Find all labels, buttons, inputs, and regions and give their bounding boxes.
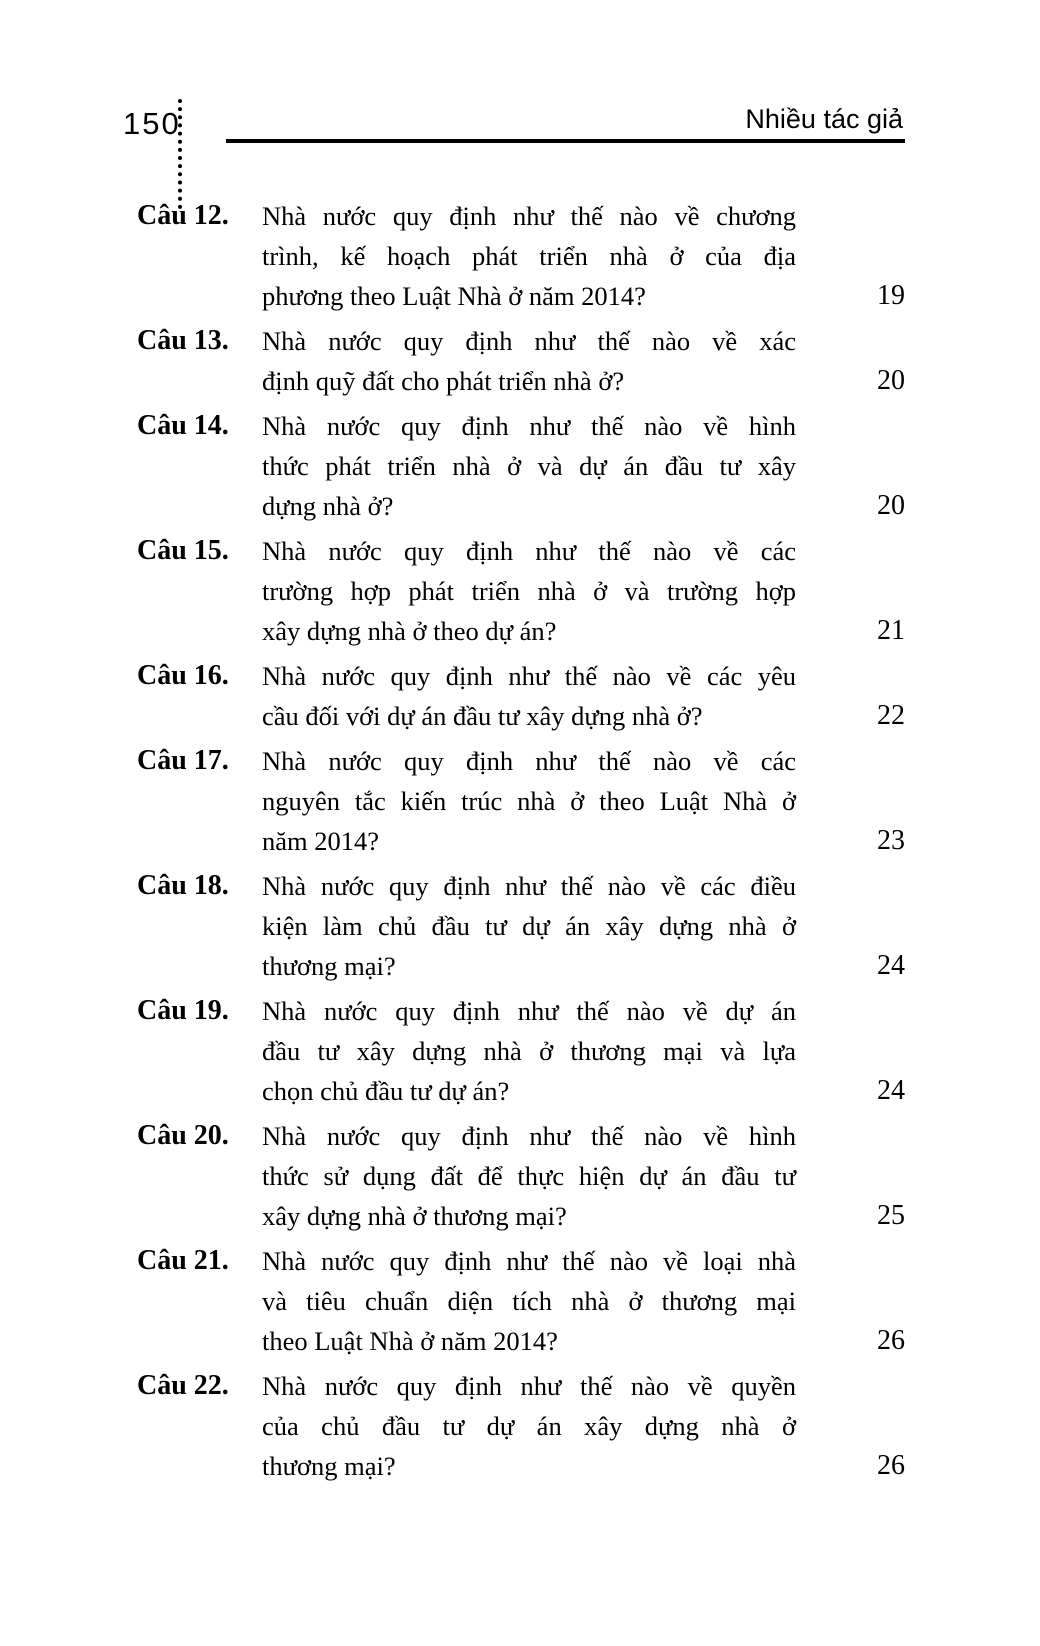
entry-text-line: theo Luật Nhà ở năm 2014? xyxy=(262,1326,558,1356)
entry-label: Câu 18. xyxy=(137,870,229,901)
entry-text xyxy=(262,741,796,861)
entry-page-number: 23 xyxy=(877,825,905,856)
toc-entry xyxy=(137,196,905,316)
toc-entry xyxy=(137,321,905,401)
entry-text xyxy=(262,656,796,736)
entry-page-number: 21 xyxy=(877,615,905,646)
toc-entry xyxy=(137,991,905,1111)
entry-text xyxy=(262,1116,796,1236)
entry-label: Câu 20. xyxy=(137,1120,229,1151)
entry-label: Câu 22. xyxy=(137,1370,229,1401)
toc-entry xyxy=(137,656,905,736)
entry-label: Câu 14. xyxy=(137,410,229,441)
toc-entry xyxy=(137,866,905,986)
entry-text xyxy=(262,1241,796,1361)
entry-label: Câu 19. xyxy=(137,995,229,1026)
toc-entry xyxy=(137,1366,905,1486)
entry-text-line: Nhà nước quy định như thế nào về chương xyxy=(262,201,796,231)
toc-entry xyxy=(137,741,905,861)
entry-text-line: Nhà nước quy định như thế nào về quyền xyxy=(262,1371,796,1401)
folio-page-number: 150 xyxy=(123,106,181,141)
entry-text-line: và tiêu chuẩn diện tích nhà ở thương mại xyxy=(262,1286,796,1316)
entry-text-line: Nhà nước quy định như thế nào về loại nhà xyxy=(262,1246,796,1276)
entry-label: Câu 12. xyxy=(137,200,229,231)
entry-page-number: 24 xyxy=(877,950,905,981)
entry-text-line: định quỹ đất cho phát triển nhà ở? xyxy=(262,366,625,396)
entry-page-number: 19 xyxy=(877,280,905,311)
entry-text xyxy=(262,531,796,651)
entry-text-line: xây dựng nhà ở thương mại? xyxy=(262,1201,567,1231)
entry-text xyxy=(262,321,796,401)
entry-text-line: kiện làm chủ đầu tư dự án xây dựng nhà ở xyxy=(262,911,796,941)
entry-text-line: Nhà nước quy định như thế nào về hình xyxy=(262,411,796,441)
entry-page-number: 24 xyxy=(877,1075,905,1106)
toc-list xyxy=(137,196,905,1491)
entry-text-line: cầu đối với dự án đầu tư xây dựng nhà ở? xyxy=(262,701,703,731)
toc-entry xyxy=(137,406,905,526)
entry-text-line: Nhà nước quy định như thế nào về các xyxy=(262,536,796,566)
entry-label: Câu 16. xyxy=(137,660,229,691)
beads-divider-icon xyxy=(178,99,182,209)
entry-text xyxy=(262,1366,796,1486)
toc-entry xyxy=(137,1241,905,1361)
entry-text-line: Nhà nước quy định như thế nào về các xyxy=(262,746,796,776)
entry-text-line: thức sử dụng đất để thực hiện dự án đầu tư xyxy=(262,1161,796,1191)
entry-page-number: 26 xyxy=(877,1450,905,1481)
entry-text-line: Nhà nước quy định như thế nào về các điều xyxy=(262,871,796,901)
entry-text xyxy=(262,866,796,986)
entry-text xyxy=(262,991,796,1111)
toc-entry xyxy=(137,1116,905,1236)
entry-text-line: dựng nhà ở? xyxy=(262,491,394,521)
header-rule xyxy=(226,139,905,143)
entry-text xyxy=(262,196,796,316)
entry-page-number: 26 xyxy=(877,1325,905,1356)
entry-text-line: đầu tư xây dựng nhà ở thương mại và lựa xyxy=(262,1036,796,1066)
entry-text-line: phương theo Luật Nhà ở năm 2014? xyxy=(262,281,646,311)
entry-label: Câu 21. xyxy=(137,1245,229,1276)
entry-page-number: 20 xyxy=(877,365,905,396)
entry-text-line: nguyên tắc kiến trúc nhà ở theo Luật Nhà ở xyxy=(262,786,796,816)
entry-label: Câu 13. xyxy=(137,325,229,356)
entry-text-line: trường hợp phát triển nhà ở và trường hợp xyxy=(262,576,796,606)
entry-text-line: thương mại? xyxy=(262,951,396,981)
entry-text-line: Nhà nước quy định như thế nào về xác xyxy=(262,326,796,356)
entry-page-number: 20 xyxy=(877,490,905,521)
entry-page-number: 22 xyxy=(877,700,905,731)
entry-text-line: năm 2014? xyxy=(262,826,380,856)
entry-text-line: trình, kế hoạch phát triển nhà ở của địa xyxy=(262,241,796,271)
entry-label: Câu 17. xyxy=(137,745,229,776)
entry-label: Câu 15. xyxy=(137,535,229,566)
entry-page-number: 25 xyxy=(877,1200,905,1231)
running-title: Nhiều tác giả xyxy=(745,104,903,134)
entry-text xyxy=(262,406,796,526)
entry-text-line: Nhà nước quy định như thế nào về các yêu xyxy=(262,661,796,691)
entry-text-line: thức phát triển nhà ở và dự án đầu tư xây xyxy=(262,451,796,481)
entry-text-line: của chủ đầu tư dự án xây dựng nhà ở xyxy=(262,1411,796,1441)
entry-text-line: xây dựng nhà ở theo dự án? xyxy=(262,616,557,646)
entry-text-line: chọn chủ đầu tư dự án? xyxy=(262,1076,510,1106)
entry-text-line: thương mại? xyxy=(262,1451,396,1481)
entry-text-line: Nhà nước quy định như thế nào về dự án xyxy=(262,996,796,1026)
entry-text-line: Nhà nước quy định như thế nào về hình xyxy=(262,1121,796,1151)
toc-entry xyxy=(137,531,905,651)
